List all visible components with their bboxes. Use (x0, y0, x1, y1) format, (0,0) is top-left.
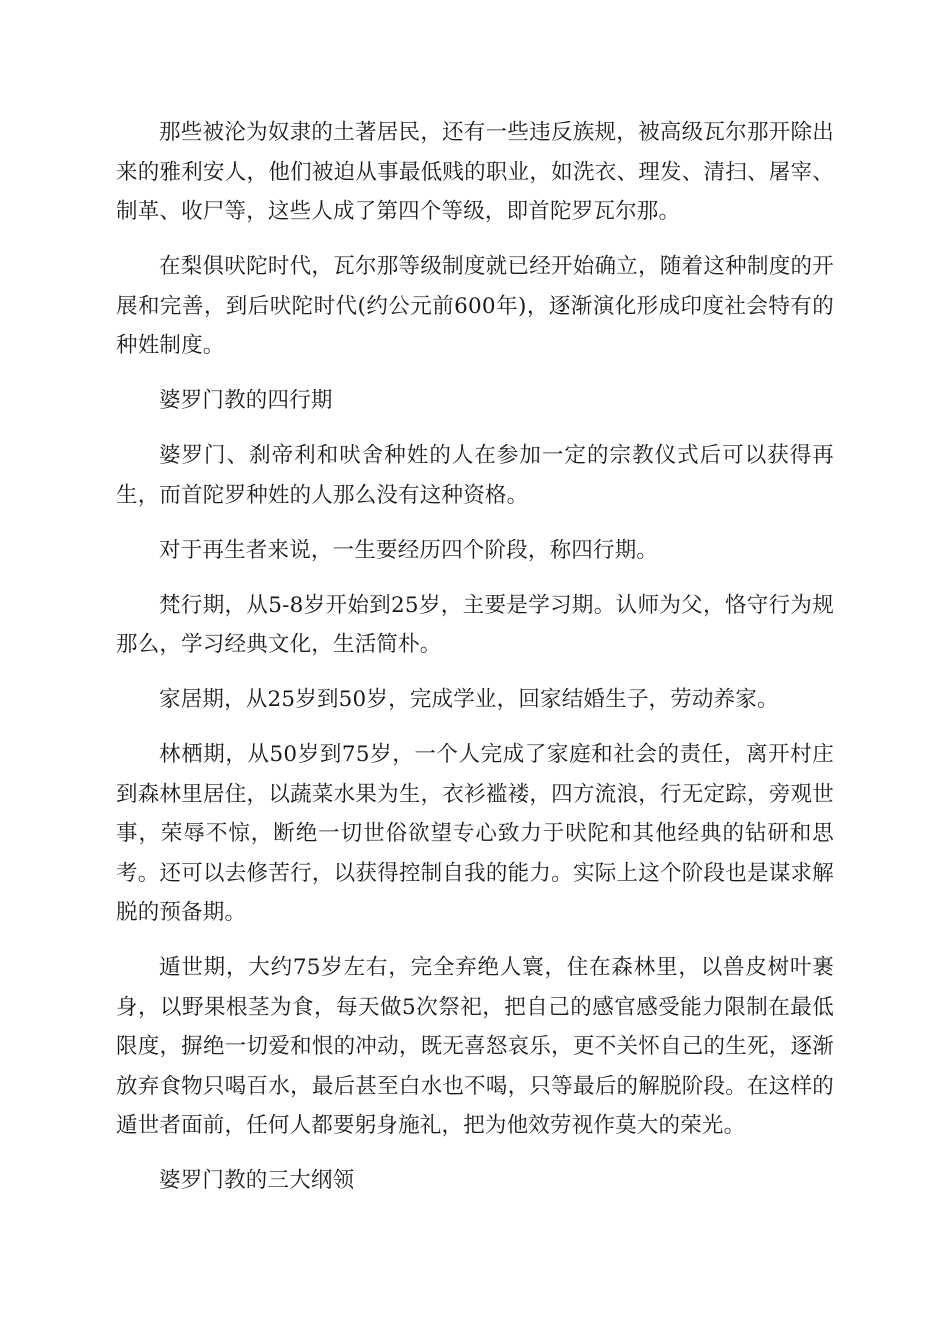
paragraph-brahmacharya: 梵行期，从5-8岁开始到25岁，主要是学习期。认师为父，恪守行为规那么，学习经典文化，生活简朴。 (116, 592, 834, 657)
section-heading-three-principles: 婆罗门教的三大纲领 (159, 1168, 355, 1193)
section-heading-four-stages: 婆罗门教的四行期 (159, 388, 333, 413)
paragraph-caste-system-origin: 在梨俱吠陀时代，瓦尔那等级制度就已经开始确立，随着这种制度的开展和完善，到后吠陀时代(约公元前600年)，逐渐演化形成印度社会特有的种姓制度。 (116, 254, 834, 358)
paragraph-shudra: 那些被沦为奴隶的土著居民，还有一些违反族规，被高级瓦尔那开除出来的雅利安人，他们被迫从事最低贱的职业，如洗衣、理发、清扫、屠宰、制革、收尸等，这些人成了第四个等级，即首陀罗瓦尔那。 (116, 120, 834, 224)
paragraph-sannyasa: 遁世期，大约75岁左右，完全弃绝人寰，住在森林里，以兽皮树叶裹身，以野果根茎为食，每天做5次祭祀，把自己的感官感受能力限制在最低限度，摒绝一切爱和恨的冲动，既无喜怒哀乐，更不关怀自己的生死，逐渐放弃食物只喝百水，最后甚至白水也不喝，只等最后的解脱阶段。在这样的遁世者面前，任何人都要躬身施礼，把为他效劳视作莫大的荣光。 (116, 955, 834, 1138)
paragraph-vanaprastha: 林栖期，从50岁到75岁，一个人完成了家庭和社会的责任，离开村庄到森林里居住，以蔬菜水果为生，衣衫褴褛，四方流浪，行无定踪，旁观世事，荣辱不惊，断绝一切世俗欲望专心致力于吠陀和其他经典的钻研和思考。还可以去修苦行，以获得控制自我的能力。实际上这个阶段也是谋求解脱的预备期。 (116, 742, 834, 925)
paragraph-grihastha: 家居期，从25岁到50岁，完成学业，回家结婚生子，劳动养家。 (159, 687, 779, 712)
paragraph-rebirth: 婆罗门、刹帝利和吠舍种姓的人在参加一定的宗教仪式后可以获得再生，而首陀罗种姓的人那么没有这种资格。 (116, 443, 834, 508)
document-body (116, 113, 834, 1216)
paragraph-four-stages-intro: 对于再生者来说，一生要经历四个阶段，称四行期。 (159, 537, 659, 563)
